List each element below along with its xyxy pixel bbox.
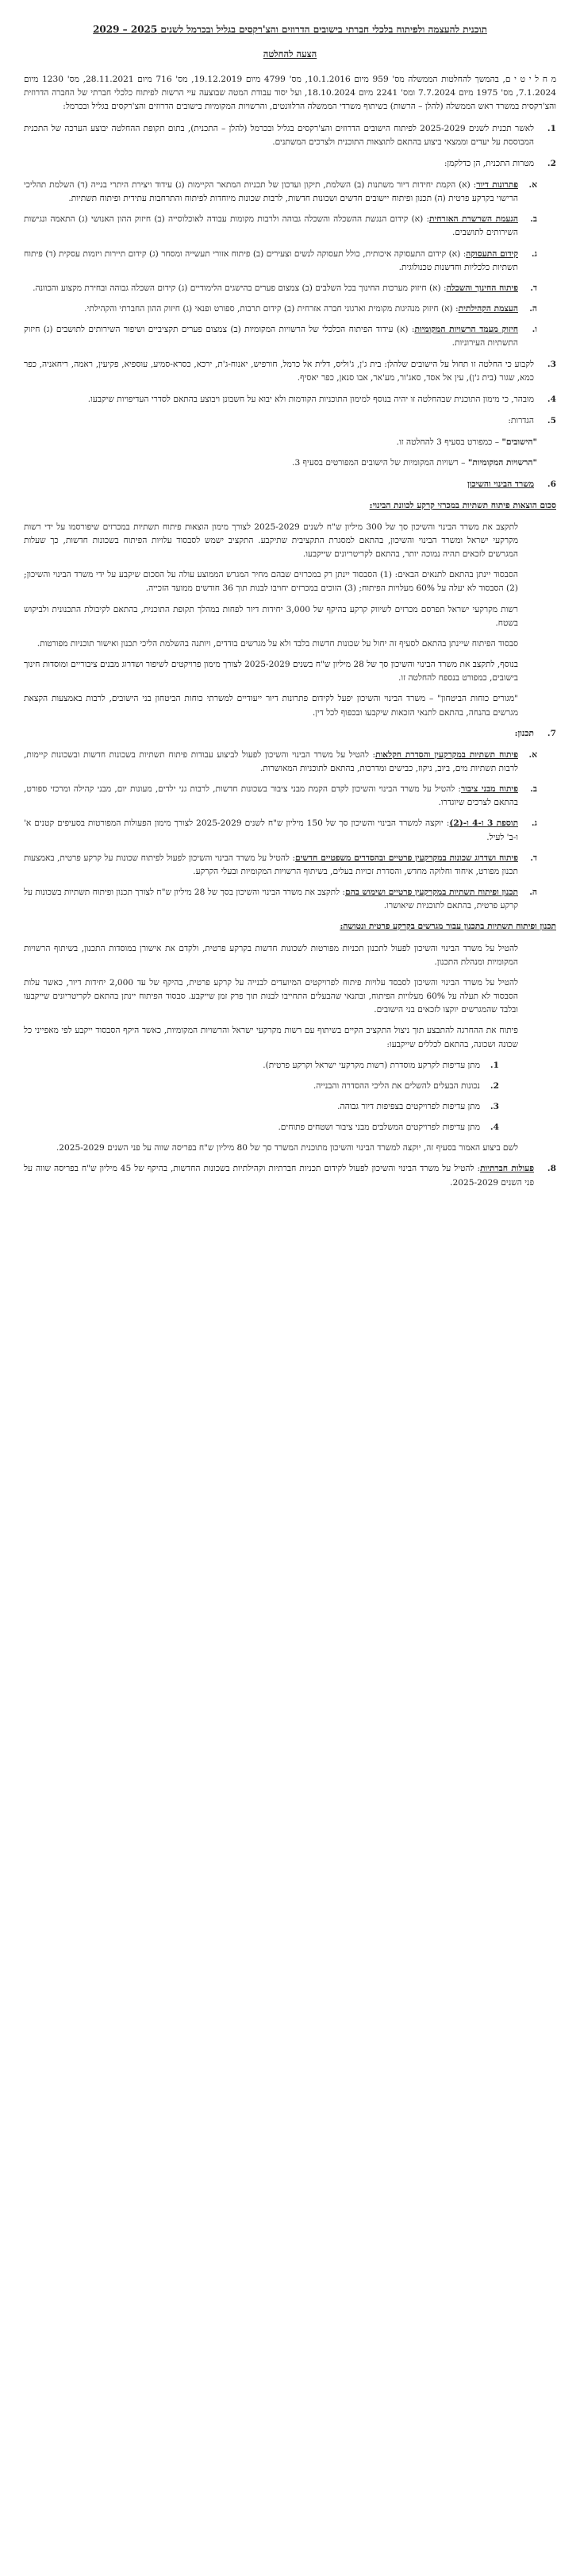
subsection-heading: תכנון ופיתוח תשתיות בתכנון עבור מגרשים בקרקע פרטית ונטושה: xyxy=(340,922,556,932)
definition-item: "הרשויות המקומיות" – רשויות המקומיות של הישובים המפורטים בסעיף 3. xyxy=(292,458,537,468)
section-6 xyxy=(24,478,556,491)
goals-list xyxy=(24,179,556,351)
list-item: א. פיתוח תשתיות במקרקעין והסדרת חקלאות: להטיל על משרד הבינוי והשיכון לפעול לביצוע עבודות פיתוח תשתיות בשכונות חדשות ובשכונות קיימות, לרבות תשתיות מים, ביוב, ניקוז, כבישים ומדרכות, בהתאם לתוכניות המאושרות. xyxy=(24,749,537,773)
paragraph: להטיל על משרד הבינוי והשיכון לפעול לתכנון תכניות מפורטות לשכונות חדשות בקרקע פרטית, ולקדם את אישורן במוסדות התכנון, בשיתוף הרשויות המקומיות ומנהלת התכנון. xyxy=(24,943,518,967)
section-number: 6. xyxy=(547,479,556,489)
paragraph: סבסוד הפיתוח שיינתן בהתאם לסעיף זה יחול על שכונות חדשות בלבד ולא על מגרשים בודדים, ויותנה בהשלמת הליכי תכנון ואישור תוכניות מפורטות. xyxy=(36,638,518,649)
list-item: א. פתרונות דיור: (א) הקמת יחידות דיור משתנות (ב) השלמת, תיקון ועדכון של תכניות המתאר הקיימות (ג) עידוד ויצירת היתרי בנייה (ד) השלמת תהליכי הרישוי בקרקע פרטית (ה) תכנון ופיתוח יישובים חדשים ושכונות חדשות, לרבות שכונות מיוחדות לפיתוח והתרחבות עתידית ופיתוח תשתיות. xyxy=(24,180,537,204)
document-subtitle: הצעה להחלטה xyxy=(263,48,317,60)
section-text: : להטיל על משרד הבינוי והשיכון לפעול לקידום תכניות חברתיות וקהילתיות בשכונות החדשות, בהיקף של 45 מיליון ש"ח בפריסה שווה על פני השנים 2025-2029. xyxy=(24,1164,534,1188)
section-5 xyxy=(24,414,556,428)
paragraph: הסבסוד יינתן בהתאם לתנאים הבאים: (1) הסבסוד יינתן רק במכרזים שבהם מחיר המגרש הממוצע עולה על הסכום שיקבע על ידי משרד הבינוי והשיכון; (2) הסבסוד לא יעלה על 60% מעלויות הפיתוח; (3) הזוכים במכרזים יחויבו לבנות תוך 36 חודשים ממועד הזכייה. xyxy=(24,570,519,594)
list-item: 4. מתן עדיפות לפרויקטים המשלבים מבני ציבור ושטחים פתוחים. xyxy=(278,1122,499,1133)
section-text: לקבוע כי החלטה זו תחול על הישובים שלהלן: בית ג'ן, ג'וליס, דלית אל כרמל, חורפיש, יאנוח-ג'ת, ירכא, כסרא-סמיע, עוספיא, פקיעין, ראמה, ריחאניה, כפר כמא, שגור (בית ג'ן), עין אל אסד, סאג'ור, מע'אר, אבו סנאן, כפר יאסיף. xyxy=(24,359,534,383)
section-number: 2. xyxy=(547,158,556,168)
paragraph: "מגורים כוחות הביטחון" – משרד הבינוי והשיכון יפעל לקידום פתרונות דיור ייעודיים למשרתי כוחות הביטחון בני הישובים, לרבות באמצעות הקצאת מגרשים בהנחה, בהתאם לתנאי הזכאות שיקבעו ובכפוף לכל דין. xyxy=(24,694,518,718)
list-item: ו. חיזוק מעמד הרשויות המקומיות: (א) עידוד הפיתוח הכלכלי של הרשויות המקומיות (ב) צמצום פערים תקציביים ושיפור השירותים לתושבים (ג) חיזוק התשתיות העירוניות. xyxy=(24,325,537,348)
list-item: 1. מתן עדיפות לקרקע מוסדרת (רשות מקרקעי ישראל וקרקע פרטית). xyxy=(263,1060,499,1070)
subsection-heading: סכום הוצאות פיתוח תשתיות במכרזי קרקע לכוונת הבינוי: xyxy=(369,500,556,510)
section-number: 3. xyxy=(547,359,556,369)
list-item: ה. העצמת הקהילתית: (א) חיזוק מנהיגות מקומית וארגוני חברה אזרחית (ב) קידום תרבות, ספורט ופנאי (ג) חיזוק ההון החברתי והקהילתי. xyxy=(84,304,537,314)
section-7 xyxy=(24,727,556,741)
paragraph: להטיל על משרד הבינוי והשיכון לסבסד עלויות פיתוח לפרויקטים המיועדים לבנייה על קרקע פרטית, בהיקף של עד 2,000 יחידות דיור, כאשר עלות הסבסוד לא תעלה על 60% מעלויות הפיתוח, ובתנאי שהבעלים התחייבו לבנות תוך פרק זמן שייקבע. סבסוד הפיתוח יינתן בהתאם לקריטריונים שייקבעו ובלבד שהמגרשים יוקצו לזכאים בני הישובים. xyxy=(24,977,519,1015)
section-number: 4. xyxy=(547,394,556,404)
section-3 xyxy=(24,358,556,385)
section-text: לאשר תכנית לשנים 2025-2029 לפיתוח הישובים הדרוזים והצ'רקסים בגליל ובכרמל (להלן – התכנית), בתום תקופת ההחלטה יבוצע הערכה של התכנית המבוססת על יעדים וממצאי ביצוע בהתאם לתוצאות התוכנית ולצרכים המשתנים. xyxy=(24,123,535,147)
paragraph: לתקצב את משרד הבינוי והשיכון סך של 300 מיליון ש"ח לשנים 2025-2029 לצורך מימון הוצאות פיתוח תשתיות במכרזים שיפורסמו על ידי רשות מקרקעי ישראל ומשרד הבינוי והשיכון, בהתאם למסגרת התקציבית שתיקבע. התקציב ישמש לסבסוד עלויות הפיתוח בשכונות חדשות, כך שעלות המגרשים לזכאים תהיה נמוכה יותר, בהתאם לקריטריונים שייקבעו. xyxy=(24,522,518,560)
section-text: הגדרות: xyxy=(508,416,534,426)
section-text: מטרות התכנית, הן כדלקמן: xyxy=(444,158,534,168)
list-item: ד. פיתוח ושדרוג שכונות במקרקעין פרטיים ובהסדרים משפטיים חדשים: להטיל על משרד הבינוי והשיכון לפעול לפיתוח שכונות על קרקע פרטית, באמצעות תכנון מפורט, איחוד וחלוקה מחדש, והסדרת זכויות בעלים, בשיתוף הרשויות המקומיות ובעלי הקרקע. xyxy=(24,853,537,876)
list-item: 3. מתן עדיפות לפרויקטים בצפיפות דיור גבוהה. xyxy=(337,1101,499,1111)
list-item: ב. הגעמת השרשרת האזרחית: (א) קידום הנגשת ההשכלה והשכלה גבוהה ולרבות מקומות עבודה לאוכלוסייה (ב) חיזוק ההון האנושי (ג) התאמה ונגישות השירותים לתושבים. xyxy=(24,214,537,238)
paragraph: בנוסף, לתקצב את משרד הבינוי והשיכון סך של 28 מיליון ש"ח בשנים 2025-2029 לצורך מימון פרויקטים לשיפור ושדרוג מבנים ציבוריים ומוסדות חינוך בישובים, כמפורט בנספח להחלטה זו. xyxy=(24,660,518,683)
list-item: ג. תוספת 3 ו-4 ו-(2): יוקצה למשרד הבינוי והשיכון סך של 150 מיליון ש"ח לשנים 2025-2029 לצורך מימון הפעולות המפורטות בסעיפים קטנים א' ו-ב' לעיל. xyxy=(24,818,537,842)
paragraph: לשם ביצוע האמור בסעיף זה, יוקצה למשרד הבינוי והשיכון מתוכנית המשרד סך של 80 מיליון ש"ח בפריסה שווה על פני השנים 2025-2029. xyxy=(56,1143,518,1153)
section-heading: תכנון: xyxy=(514,728,534,738)
list-item: ג. קידום התעסוקה: (א) קידום התעסוקה איכותית, כולל תעסוקה לנשים וצעירים (ב) פיתוח אזורי תעשייה ומסחר (ג) קידום תיירות ויזמות עסקית (ד) פיתוח תשתיות כלכליות וחדשנות טכנולוגית. xyxy=(24,248,537,272)
list-item: ב. פיתוח מבני ציבור: להטיל על משרד הבינוי והשיכון לקדם הקמת מבני ציבור בשכונות חדשות, לרבות גני ילדים, מעונות יום, מבני קהילה ומרכזי ספורט, בהתאם לצרכים שיוגדרו. xyxy=(24,784,537,808)
section-heading: פעולות חברתיות xyxy=(480,1164,535,1174)
intro-paragraph: מ ח ל י ט י ם, בהמשך להחלטות הממשלה מס' 959 מיום 10.1.2016, מס' 4799 מיום 19.12.2019, מס' 716 מיום 28.11.2021, מס' 1230 מיום 7.1.2024, מס' 1975 מיום 7.7.2024 ומס' 2241 מיום 18.10.2024, ועל יסוד עבודת המטה שבוצעה עיי הרשות לפיתוח כלכלי חברתי של החברה הדרוזית והצ'רקסית במשרד ראש הממשלה (להלן – הרשות) בשיתוף משרדי הממשלה הרלוונטים, והרשויות המקומיות בישובים הדרוזים והצ'רקסים בגליל ובכרמל: xyxy=(24,75,556,112)
section-number: 7. xyxy=(547,728,556,738)
list-item: 2. נכונות הבעלים להשלים את הליכי ההסדרה והבנייה. xyxy=(313,1080,499,1091)
section-number: 5. xyxy=(547,416,556,426)
section-1 xyxy=(24,122,556,149)
definition-item: "הישובים" – כמפורט בסעיף 3 להחלטה זו. xyxy=(396,437,537,448)
list-item: ה. תכנון ופיתוח תשתיות במקרקעין פרטיים ושימוש בהם: לתקצב את משרד הבינוי והשיכון בסך של 28 מיליון ש"ח לצורך תכנון ופיתוח תשתיות בשכונות על קרקע פרטית, בהתאם לתוכניות שיאושרו. xyxy=(24,888,537,911)
section-8 xyxy=(24,1162,556,1189)
section-number: 1. xyxy=(547,123,556,133)
section-2 xyxy=(24,157,556,171)
section-text: מובהר, כי מימון התוכנית שבהחלטה זו יהיה בנוסף למימון התוכניות הקודמות ולא יבוא על חשבונן ויבוצע בהתאם לסדרי העדיפויות שיקבעו. xyxy=(87,394,534,404)
section-number: 8. xyxy=(547,1164,556,1174)
paragraph: רשות מקרקעי ישראל תפרסם מכרזים לשיווק קרקע בהיקף של 3,000 יחידות דיור לפחות במהלך תקופת התוכנית, בהתאם לקיבולת התכנונית ולביקוש בשטח. xyxy=(24,604,518,628)
list-item: ד. פיתוח החינוך והשכלה: (א) חיזוק מערכות החינוך בכל השלבים (ב) צמצום פערים בהישגים הלימודיים (ג) קידום השכלה גבוהה ובחירת מקצוע והכוונה. xyxy=(33,283,537,293)
section-4 xyxy=(24,393,556,406)
document-title: תוכנית להעצמה ולפיתוח בלכלי חברתי בישובים הדרוזים והצ'רקסים בגליל ובכרמל לשנים 2025 – 2029 xyxy=(93,24,487,35)
section-heading: משרד הבינוי והשיכון xyxy=(467,479,534,489)
paragraph: פיתוח את ההחרגה להתבצע תוך ניצול התקציב הקיים בשיתוף עם רשות מקרקעי ישראל והרשויות המקומיות, כאשר היקף הסבסוד ייקבע לפי מאפייני כל שכונה ושכונה, בהתאם לכללים שייקבעו: xyxy=(24,1026,518,1049)
